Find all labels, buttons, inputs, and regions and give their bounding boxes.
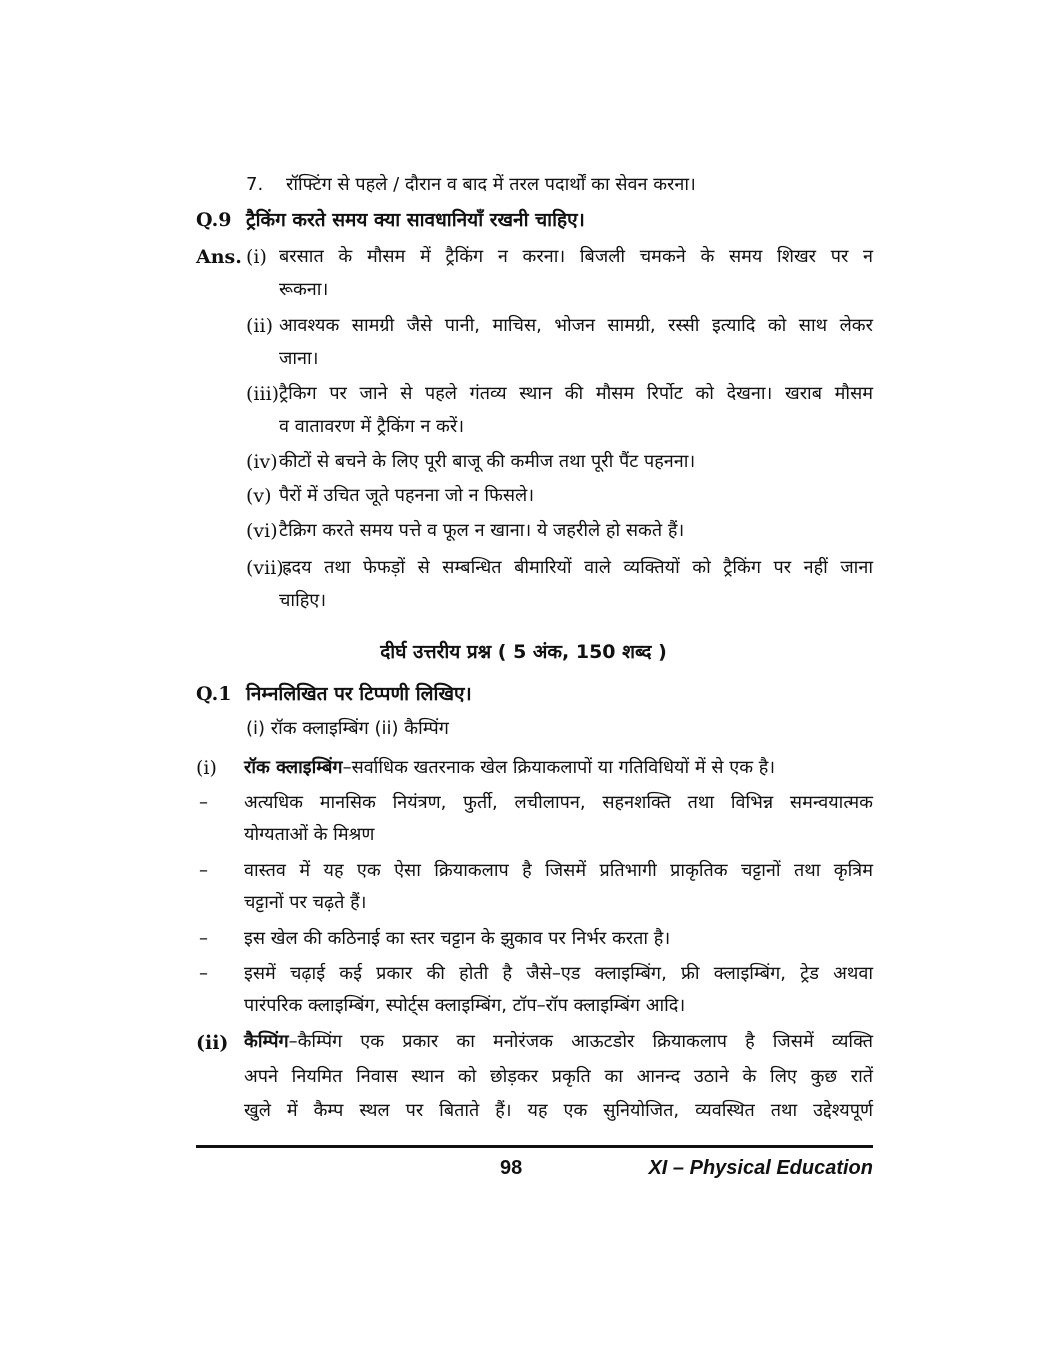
answer-line: आवश्यक सामग्री जैसे पानी, माचिस, भोजन सामग्री, रस्सी इत्यादि को साथ लेकर	[279, 315, 873, 336]
answer-number: (v)	[246, 485, 272, 507]
answer-number: (vi)	[246, 520, 278, 542]
dash-bullet: –	[199, 928, 208, 949]
q1-subtopics: (i) रॉक क्लाइम्बिंग (ii) कैम्पिंग	[246, 718, 449, 739]
rock-point-line: चट्टानों पर चढ़ते हैं।	[244, 892, 367, 913]
answer-number: (i)	[246, 246, 267, 268]
footer-rule	[196, 1145, 873, 1148]
item-7-text: रॉफ्टिंग से पहले / दौरान व बाद में तरल पदार्थों का सेवन करना।	[286, 174, 696, 195]
answer-number: (vii)	[246, 557, 284, 579]
camping-title: कैम्पिंग	[244, 1031, 289, 1052]
ans-label: Ans.	[196, 246, 242, 268]
rock-climbing-intro: –सर्वाधिक खतरनाक खेल क्रियाकलापों या गतिविधियों में से एक है।	[342, 757, 776, 778]
answer-line: ट्रैकिग पर जाने से पहले गंतव्य स्थान की मौसम रिर्पोट को देखना। खराब मौसम	[279, 383, 873, 404]
rock-climbing-title: रॉक क्लाइम्बिंग	[244, 757, 343, 778]
dash-bullet: –	[199, 792, 208, 813]
answer-line: ह्रदय तथा फेफड़ों से सम्बन्धित बीमारियों वाले व्यक्तियों को ट्रैकिंग पर नहीं जाना	[282, 557, 873, 578]
book-title: XI – Physical Education	[648, 1157, 873, 1179]
answer-number: (ii)	[246, 315, 273, 337]
answer-line: बरसात के मौसम में ट्रैकिंग न करना। बिजली चमकने के समय शिखर पर न	[279, 246, 873, 267]
rock-climbing-number: (i)	[196, 757, 217, 779]
camping-line: अपने नियमित निवास स्थान को छोड़कर प्रकृति का आनन्द उठाने के लिए कुछ रातें	[244, 1066, 873, 1087]
item-7-number: 7.	[246, 174, 264, 195]
rock-point-line: योग्यताओं के मिश्रण	[244, 824, 375, 845]
rock-point-line: अत्यधिक मानसिक नियंत्रण, फुर्ती, लचीलापन, सहनशक्ति तथा विभिन्न समन्वयात्मक	[244, 792, 873, 813]
camping-line: खुले में कैम्प स्थल पर बिताते हैं। यह एक सुनियोजित, व्यवस्थित तथा उद्देश्यपूर्ण	[244, 1100, 873, 1121]
camping-line	[244, 1030, 873, 1054]
q9-label: Q.9	[196, 209, 232, 231]
answer-line: कीटों से बचने के लिए पूरी बाजू की कमीज तथा पूरी पैंट पहनना।	[279, 451, 696, 472]
rock-point-line: पारंपरिक क्लाइम्बिंग, स्पोर्ट्स क्लाइम्बिंग, टॉप–रॉप क्लाइम्बिंग आदि।	[244, 995, 686, 1016]
answer-line: जाना।	[279, 348, 319, 369]
q1-label: Q.1	[196, 683, 232, 705]
q9-question: ट्रैकिंग करते समय क्या सावधानियाँ रखनी चाहिए।	[246, 209, 585, 231]
answer-number: (iii)	[246, 383, 280, 405]
dash-bullet: –	[199, 963, 208, 984]
rock-climbing-line	[244, 756, 775, 780]
page-number: 98	[500, 1157, 523, 1179]
section-heading: दीर्घ उत्तरीय प्रश्न ( 5 अंक, 150 शब्द )	[380, 641, 667, 663]
answer-line: चाहिए।	[279, 590, 327, 611]
answer-line: पैरों में उचित जूते पहनना जो न फिसले।	[279, 485, 535, 506]
answer-line: रूकना।	[279, 279, 329, 300]
camping-text: –कैम्पिंग एक प्रकार का मनोरंजक आऊटडोर क्रियाकलाप है जिसमें व्यक्ति	[288, 1031, 873, 1052]
rock-point-line: इस खेल की कठिनाई का स्तर चट्टान के झुकाव पर निर्भर करता है।	[244, 928, 671, 949]
rock-point-line: वास्तव में यह एक ऐसा क्रियाकलाप है जिसमें प्रतिभागी प्राकृतिक चट्टानों तथा कृत्रिम	[244, 860, 873, 881]
answer-number: (iv)	[246, 451, 278, 473]
q1-question: निम्नलिखित पर टिप्पणी लिखिए।	[246, 683, 472, 705]
answer-line: टैक्रिग करते समय पत्ते व फूल न खाना। ये जहरीले हो सकते हैं।	[279, 520, 685, 541]
camping-number: (ii)	[196, 1032, 229, 1054]
answer-line: व वातावरण में ट्रैकिंग न करें।	[279, 416, 465, 437]
dash-bullet: –	[199, 860, 208, 881]
rock-point-line: इसमें चढ़ाई कई प्रकार की होती है जैसे–एड क्लाइम्बिंग, फ्री क्लाइम्बिंग, ट्रेड अथवा	[244, 963, 873, 984]
